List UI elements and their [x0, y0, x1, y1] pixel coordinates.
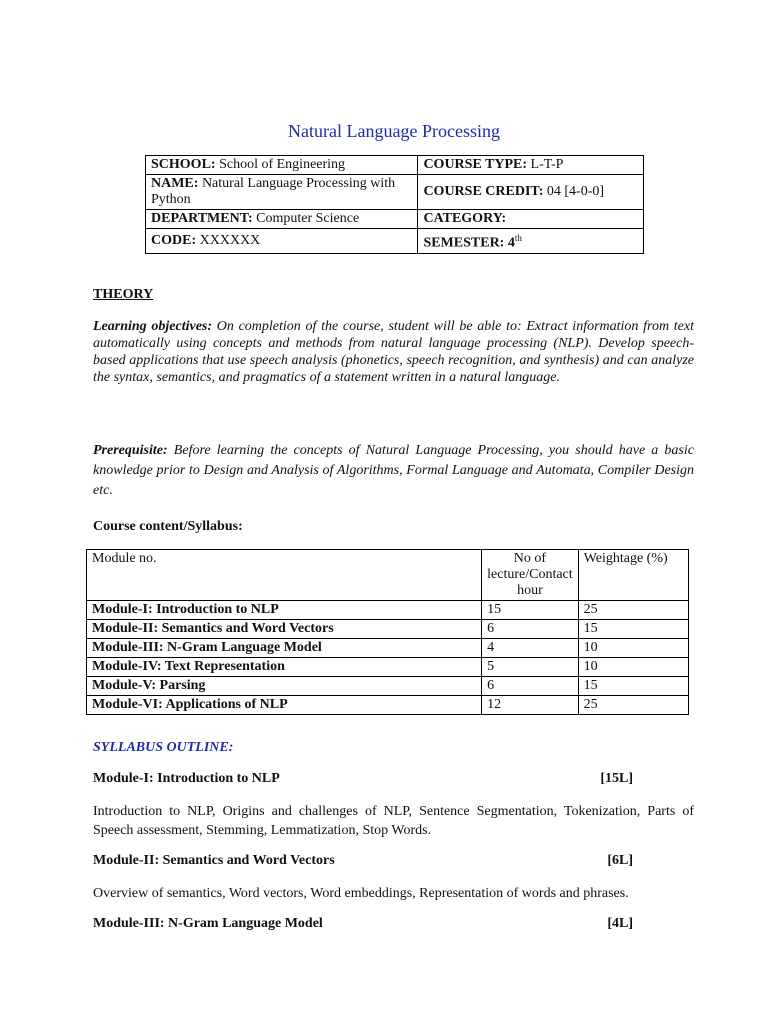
credit-value: 04 [4-0-0] [543, 184, 605, 199]
module-description: Overview of semantics, Word vectors, Word embeddings, Representation of words and phrases. [93, 886, 629, 901]
document-title: Natural Language Processing [288, 121, 500, 141]
category-cell [418, 210, 644, 229]
semester-value: 4 [504, 235, 515, 251]
table-row [87, 620, 689, 639]
module-heading [93, 916, 633, 932]
code-cell [146, 229, 418, 254]
semester-label: SEMESTER: [423, 235, 505, 251]
hours-cell: 5 [482, 658, 579, 677]
header-module: Module no. [87, 550, 482, 601]
module-cell: Module-VI: Applications of NLP [87, 696, 482, 715]
name-label: NAME: [151, 176, 199, 191]
weightage-cell: 10 [578, 658, 688, 677]
module-heading [93, 771, 633, 787]
header-weightage: Weightage (%) [578, 550, 688, 601]
department-label: DEPARTMENT: [151, 211, 253, 226]
module-description: Introduction to NLP, Origins and challenges of NLP, Sentence Segmentation, Tokenization, Parts of Speech assessment, Stemming, Lemmatization, Stop Words. [93, 804, 694, 838]
course-content-heading: Course content/Syllabus: [93, 519, 243, 534]
module-cell: Module-II: Semantics and Word Vectors [87, 620, 482, 639]
hours-cell: 4 [482, 639, 579, 658]
module-cell: Module-IV: Text Representation [87, 658, 482, 677]
module-hours: [4L] [607, 916, 633, 931]
prerequisite-paragraph [93, 441, 694, 501]
weightage-cell: 25 [578, 696, 688, 715]
department-cell [146, 210, 418, 229]
credit-cell [418, 175, 644, 210]
header-hours: No of lecture/Contact hour [482, 550, 579, 601]
info-row [146, 156, 644, 175]
credit-label: COURSE CREDIT: [423, 184, 544, 199]
syllabus-header-row [87, 550, 689, 601]
code-label: CODE: [151, 232, 197, 248]
module-cell: Module-I: Introduction to NLP [87, 601, 482, 620]
module-hours: [15L] [600, 771, 633, 786]
info-row [146, 229, 644, 254]
syllabus-outline-heading: SYLLABUS OUTLINE: [93, 740, 234, 755]
table-row [87, 639, 689, 658]
table-row [87, 677, 689, 696]
hours-cell: 15 [482, 601, 579, 620]
objectives-text: On completion of the course, student will be able to: Extract information from text automatically using concepts and methods from natural language processing (NLP). Develop speech-based applications that use speech analysis (phonetics, speech recognition, and synthesis) and can analyze the syntax, semantics, and pragmatics of a statement written in a natural language. [93, 319, 694, 385]
info-row [146, 175, 644, 210]
weightage-cell: 15 [578, 677, 688, 696]
semester-cell [418, 229, 644, 254]
syllabus-table [86, 549, 689, 715]
weightage-cell: 25 [578, 601, 688, 620]
table-row [87, 696, 689, 715]
info-row [146, 210, 644, 229]
hours-cell: 6 [482, 677, 579, 696]
school-label: SCHOOL: [151, 157, 216, 172]
module-hours: [6L] [607, 853, 633, 868]
department-value: Computer Science [252, 211, 360, 226]
learning-objectives-paragraph [93, 318, 694, 386]
school-value: School of Engineering [215, 157, 346, 172]
hours-cell: 12 [482, 696, 579, 715]
theory-heading: THEORY [93, 287, 154, 302]
table-row [87, 601, 689, 620]
objectives-label: Learning objectives: [93, 319, 213, 334]
hours-cell: 6 [482, 620, 579, 639]
course-type-cell [418, 156, 644, 175]
name-cell [146, 175, 418, 210]
school-cell [146, 156, 418, 175]
course-info-table [145, 155, 644, 254]
prerequisite-text: Before learning the concepts of Natural Language Processing, you should have a basic knowledge prior to Design and Analysis of Algorithms, Formal Language and Automata, Compiler Design etc. [93, 443, 694, 498]
semester-suffix: th [514, 233, 522, 243]
module-title: Module-I: Introduction to NLP [93, 771, 280, 786]
module-cell: Module-V: Parsing [87, 677, 482, 696]
course-type-value: L-T-P [527, 157, 564, 172]
weightage-cell: 10 [578, 639, 688, 658]
module-cell: Module-III: N-Gram Language Model [87, 639, 482, 658]
code-value: XXXXXX [196, 232, 261, 248]
module-title: Module-III: N-Gram Language Model [93, 916, 323, 931]
weightage-cell: 15 [578, 620, 688, 639]
module-heading [93, 853, 633, 869]
prerequisite-label: Prerequisite: [93, 443, 168, 458]
name-value: Natural Language Processing with Python [151, 176, 396, 207]
module-title: Module-II: Semantics and Word Vectors [93, 853, 335, 868]
table-row [87, 658, 689, 677]
category-label: CATEGORY: [423, 211, 507, 226]
course-type-label: COURSE TYPE: [423, 157, 528, 172]
